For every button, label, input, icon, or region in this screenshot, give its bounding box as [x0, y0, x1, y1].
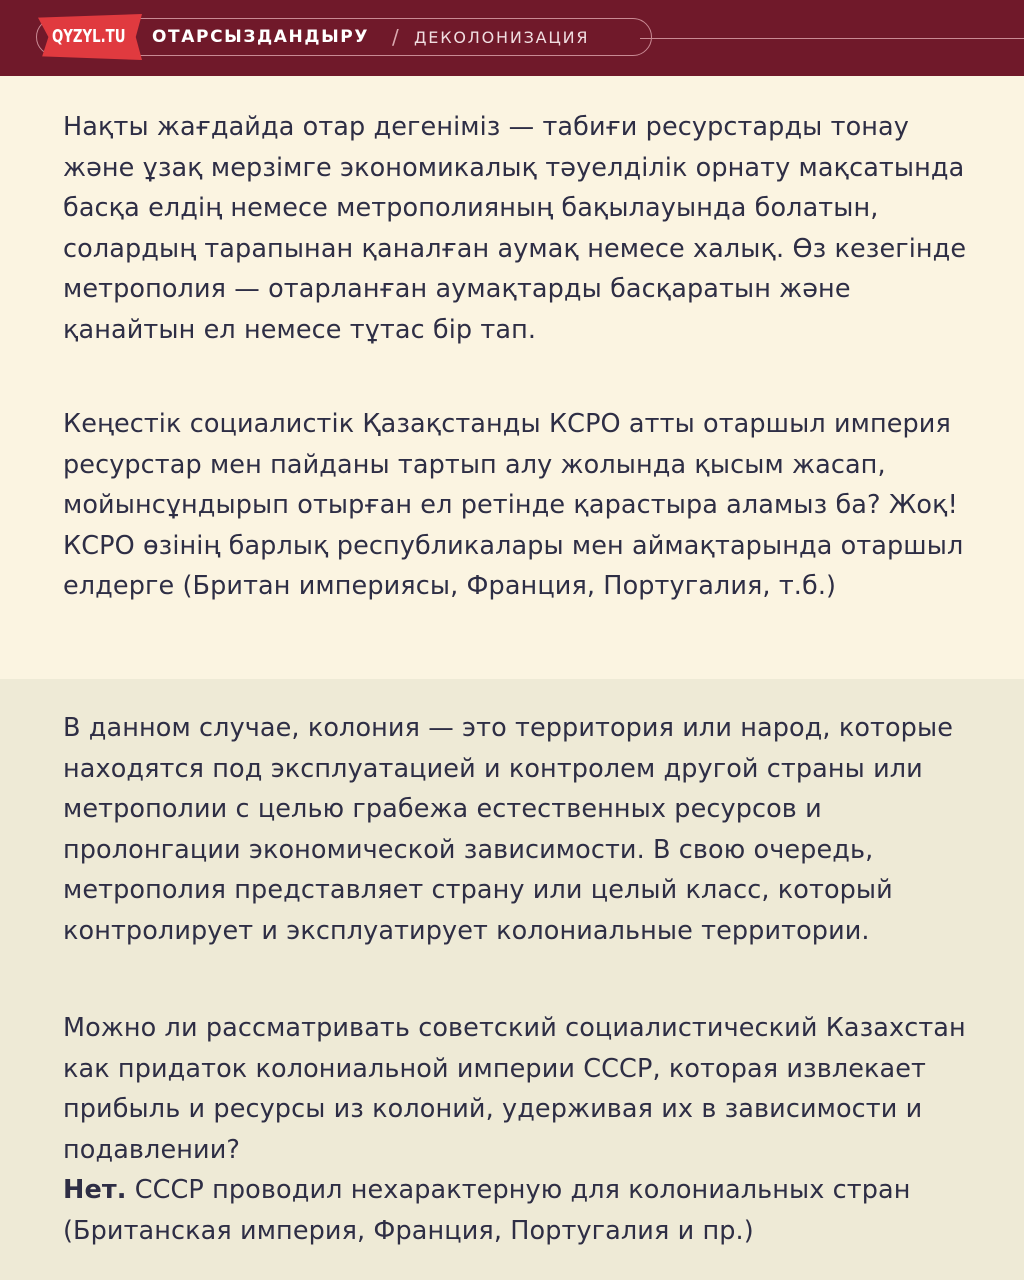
header-rule [640, 38, 1024, 39]
header-bar [0, 0, 1024, 76]
category-kazakh: ОТАРСЫЗДАНДЫРУ [152, 27, 370, 47]
logo-text: QYZYL.TU [52, 26, 126, 47]
answer-text: СССР проводил нехарактерную для колониальных стран (Британская империя, Франция, Португалия и пр.) [63, 1175, 911, 1246]
kazakh-paragraph-1: Нақты жағдайда отар дегеніміз — табиғи ресурстарды тонау және ұзақ мерзімге экономикалық тәуелділік орнату мақсатында басқа елдің немесе метрополияның бақылауында болатын, солардың тарапынан қаналған аумақ немесе халық. Өз кезегінде метрополия — отарланған аумақтарды басқаратын және қанайтын ел немесе тұтас бір тап. [63, 112, 967, 345]
russian-question: Можно ли рассматривать советский социалистический Казахстан как придаток колониальной империи СССР, которая извлекает прибыль и ресурсы из колоний, удерживая их в зависимости и подавлении? [63, 1013, 966, 1165]
category-divider: / [392, 25, 399, 49]
answer-bold: Нет. [63, 1175, 127, 1206]
russian-paragraph-2-block [63, 1008, 973, 1252]
kazakh-paragraph-2: Кеңестік социалистік Қазақстанды КСРО атты отаршыл империя ресурстар мен пайданы тартып алу жолында қысым жасап, мойынсұндырып отырған ел ретінде қарастыра аламыз ба? Жоқ! КСРО өзінің барлық республикалары мен аймақтарында отаршыл елдерге (Британ империясы, Франция, Португалия, т.б.) [63, 409, 964, 602]
category-russian: ДЕКОЛОНИЗАЦИЯ [414, 28, 590, 47]
russian-paragraph-1: В данном случае, колония — это территория или народ, которые находятся под эксплуатацией и контролем другой страны или метрополии с целью грабежа естественных ресурсов и пролонгации экономической зависимости. В свою очередь, метрополия представляет страну или целый класс, который контролирует и эксплуатирует колониальные территории. [63, 713, 953, 946]
